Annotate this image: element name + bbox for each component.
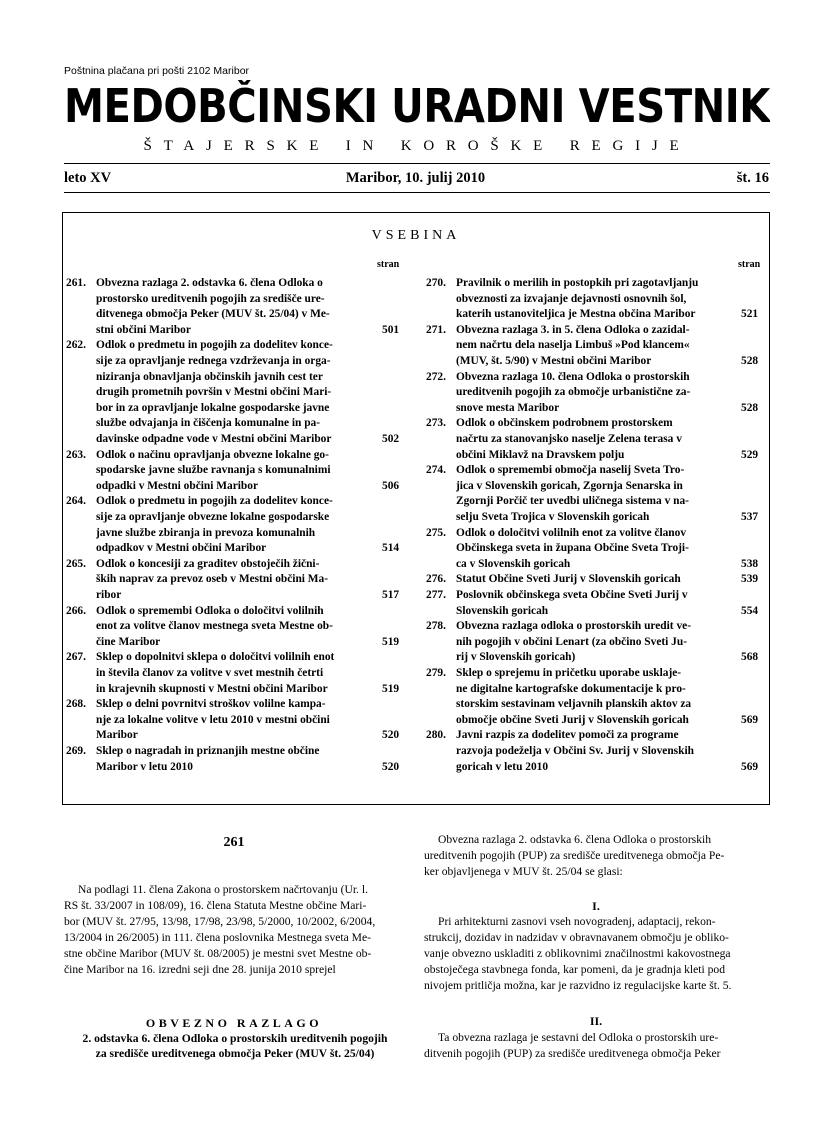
entry-page-number: 519 (382, 635, 400, 648)
contents-entry-265[interactable] (66, 557, 402, 604)
entry-number: 272. (426, 370, 446, 383)
contents-entry-280[interactable] (426, 728, 764, 775)
entry-title-line: nem načrtu dela naselja Limbuš »Pod klancem« (456, 339, 690, 352)
text-line: Pri arhitekturni zasnovi vseh novogradenj, adaptacij, rekon- (438, 915, 716, 928)
entry-page-number: 502 (382, 432, 400, 445)
contents-entry-268[interactable] (66, 697, 402, 744)
entry-number: 264. (66, 495, 86, 508)
contents-entry-274[interactable] (426, 463, 764, 525)
entry-title-line: Odlok o spremembi Odloka o določitvi volilnih (96, 604, 324, 617)
entry-number: 275. (426, 526, 446, 539)
entry-title-line: Obvezna razlaga odloka o prostorskih uredit ve- (456, 620, 691, 633)
entry-page-number: 520 (382, 729, 400, 742)
contents-entry-276[interactable] (426, 572, 764, 588)
text-line: vanje obvezno uskladiti z oblikovnimi značilnostmi kakovostnega (424, 947, 731, 960)
entry-title-line: bor in za opravljanje lokalne gospodarske javne (96, 401, 330, 414)
text-line: 13/2004 in 26/2005) in 111. člena poslovnika Mestnega sveta Me- (64, 931, 371, 944)
entry-title-line: Slovenskih goricah (456, 604, 549, 617)
contents-title: VSEBINA (371, 228, 461, 243)
entry-title-line: storskim sestavinam veljavnih planskih aktov za (456, 698, 692, 711)
entry-title-line: (MUV, št. 5/90) v Mestni občini Maribor (456, 354, 652, 367)
entry-title-line: sije za opravljanje obvezne lokalne gospodarske (96, 510, 330, 523)
contents-entry-271[interactable] (426, 323, 764, 370)
issue-number: št. 16 (736, 170, 769, 186)
entry-title-line: Pravilnik o merilih in postopkih pri zagotavljanju (456, 277, 699, 289)
entry-title-line: ribor (96, 588, 122, 601)
entry-title-line: snove mesta Maribor (456, 401, 560, 414)
entry-title-line: rij v Slovenskih goricah) (456, 651, 576, 664)
entry-title-line: enot za volitve članov mestnega sveta Mestne ob- (96, 620, 333, 633)
subheading-line: za središče ureditvenega območja Peker (MUV št. 25/04) (95, 1047, 375, 1060)
entry-page-number: 554 (741, 604, 759, 617)
entry-title-line: Sklep o nagradah in priznanjih mestne občine (96, 745, 320, 757)
entry-number: 271. (426, 323, 446, 336)
contents-entry-262[interactable] (66, 338, 402, 447)
entry-title-line: čine Maribor (96, 635, 161, 648)
entry-number: 270. (426, 277, 446, 289)
text-line: ditvenih pogojih (PUP) za središče ureditvenega območja Peker (424, 1047, 721, 1060)
entry-title-line: Sklep o sprejemu in pričetku uporabe usklaje- (456, 667, 682, 679)
entry-title-line: javne službe zbiranja in prevoza komunalnih (96, 526, 316, 539)
text-line: strukcij, dozidav in nadzidav v obravnavanem območju je obliko- (424, 931, 729, 944)
text-line: ker objavljenega v MUV št. 25/04 se glasi: (424, 865, 623, 878)
header-rule-top (64, 163, 770, 164)
entry-title-line: goricah v letu 2010 (456, 760, 549, 773)
text-line: stne občine Maribor (MUV št. 08/2005) je mestni svet Mestne ob- (64, 947, 372, 960)
entry-page-number: 538 (741, 557, 759, 570)
issue-date: Maribor, 10. julij 2010 (345, 170, 486, 186)
entry-title-line: odpadki v Mestni občini Maribor (96, 479, 259, 492)
entry-title-line: Obvezna razlaga 3. in 5. člena Odloka o zazidal- (456, 323, 690, 336)
contents-entry-279[interactable] (426, 666, 764, 728)
entry-title-line: Odlok o načinu opravljanja obvezne lokalne go- (96, 448, 329, 461)
entry-title-line: Odlok o predmetu in pogojih za dodelitev konce- (96, 495, 333, 508)
entry-page-number: 539 (741, 573, 759, 586)
entry-title-line: Obvezna razlaga 10. člena Odloka o prostorskih (456, 370, 690, 383)
entry-title-line: davinske odpadne vode v Mestni občini Maribor (96, 432, 332, 445)
entry-number: 269. (66, 745, 86, 757)
contents-entry-263[interactable] (66, 448, 402, 495)
section-one-heading: I. (592, 899, 600, 913)
entry-title-line: ne digitalne kartografske dokumentacije k pro- (456, 682, 686, 695)
contents-entry-264[interactable] (66, 494, 402, 556)
entry-title-line: načrtu za stanovanjsko naselje Zelena terasa v (456, 432, 682, 445)
article-subheading (60, 1031, 410, 1061)
entry-title-line: Poslovnik občinskega sveta Občine Sveti Jurij v (456, 589, 688, 601)
entry-page-number: 568 (741, 651, 759, 664)
entry-number: 280. (426, 729, 446, 742)
text-line: obstoječega stavbnega fonda, kar pomeni, da je gradnja kleti pod (424, 963, 726, 976)
masthead-subtitle: ŠTAJERSKE IN KOROŠKE REGIJE (143, 138, 691, 154)
contents-entry-278[interactable] (426, 619, 764, 666)
entry-title-line: ditvenega območja Peker (MUV št. 25/04) v Me- (96, 308, 330, 321)
text-line: Ta obvezna razlaga je sestavni del Odloka o prostorskih ure- (438, 1031, 719, 1044)
entry-number: 267. (66, 651, 86, 664)
entry-title-line: Odlok o spremembi območja naselij Sveta Tro- (456, 464, 685, 477)
entry-title-line: jica v Slovenskih goricah, Zgornja Senarska in (456, 479, 683, 492)
contents-entry-261[interactable] (66, 276, 402, 338)
page-column-label-left: stran (377, 259, 400, 270)
right-intro-paragraph (424, 832, 768, 880)
entry-title-line: ških naprav za prevoz oseb v Mestni občini Ma- (96, 573, 329, 586)
text-line: ureditvenih pogojih (PUP) za središče ureditvenega območja Pe- (424, 849, 725, 862)
entry-title-line: Javni razpis za dodelitev pomoči za programe (456, 729, 679, 742)
entry-page-number: 528 (741, 354, 759, 367)
entry-page-number: 514 (382, 542, 400, 555)
entry-number: 268. (66, 698, 86, 711)
entry-title-line: niziranja obnavljanja občinskih javnih cest ter (96, 370, 323, 383)
entry-page-number: 520 (382, 760, 400, 773)
entry-title-line: katerih ustanoviteljica je Mestna občina Maribor (456, 308, 696, 321)
text-line: čine Maribor na 16. izredni seji dne 28. junija 2010 sprejel (64, 963, 336, 976)
section-two-heading: II. (589, 1014, 603, 1028)
entry-title-line: službe odvajanja in čiščenja komunalne in pa- (96, 417, 321, 430)
section-one-text (424, 914, 768, 994)
entry-title-line: območje občine Sveti Jurij v Slovenskih goricah (456, 713, 689, 726)
entry-title-line: Statut Občine Sveti Jurij v Slovenskih goricah (456, 573, 681, 586)
entry-number: 277. (426, 589, 446, 601)
entry-page-number: 537 (741, 510, 759, 523)
entry-title-line: odpadkov v Mestni občini Maribor (96, 542, 267, 555)
page-column-label-right: stran (738, 259, 761, 270)
entry-number: 261. (66, 277, 86, 289)
entry-title-line: Odlok o koncesiji za graditev obstoječih žični- (96, 557, 320, 570)
entry-page-number: 519 (382, 682, 400, 695)
entry-title-line: Zgornji Porčič ter uvedbi uličnega sistema v na- (456, 495, 689, 508)
entry-title-line: nje za lokalne volitve v letu 2010 v mestni občini (96, 713, 330, 726)
entry-title-line: prostorsko ureditvenih pogojih za središče ure- (96, 292, 325, 305)
entry-title-line: obveznosti za izvajanje dejavnosti osnovnih šol, (456, 292, 687, 305)
entry-title-line: Odlok o občinskem podrobnem prostorskem (456, 417, 673, 430)
subheading-line: 2. odstavka 6. člena Odloka o prostorskih ureditvenih pogojih (82, 1032, 388, 1045)
section-two-text (424, 1030, 768, 1062)
article-heading: OBVEZNO RAZLAGO (145, 1016, 323, 1030)
entry-title-line: Sklep o dopolnitvi sklepa o določitvi volilnih enot (96, 651, 335, 664)
text-line: bor (MUV št. 27/95, 13/98, 17/98, 23/98, 5/2000, 10/2002, 6/2004, (64, 915, 376, 928)
text-line: Na podlagi 11. člena Zakona o prostorskem načrtovanju (Ur. l. (78, 883, 368, 896)
entry-title-line: nih pogojih v občini Lenart (za občino Sveti Ju- (456, 635, 687, 648)
entry-title-line: sije za opravljanje rednega vzdrževanja in orga- (96, 354, 331, 367)
entry-page-number: 506 (382, 479, 400, 492)
header-rule-bottom (64, 192, 770, 193)
entry-number: 278. (426, 620, 446, 633)
volume-year: leto XV (64, 170, 112, 186)
entry-number: 262. (66, 339, 86, 352)
entry-title-line: in števila članov za volitve v svet mestnih četrti (96, 666, 324, 679)
entry-title-line: Obvezna razlaga 2. odstavka 6. člena Odloka o (96, 277, 323, 289)
contents-entry-273[interactable] (426, 416, 764, 463)
entry-title-line: Odlok o določitvi volilnih enot za volitve članov (456, 526, 687, 539)
contents-entry-266[interactable] (66, 604, 402, 651)
entry-title-line: Občinskega sveta in župana Občine Sveta Troji- (456, 542, 689, 555)
masthead-title: MEDOBČINSKI URADNI VESTNIK (64, 80, 770, 132)
contents-entry-269[interactable] (66, 744, 402, 775)
entry-title-line: spodarske javne službe ravnanja s komunalnimi (96, 464, 331, 477)
entry-number: 273. (426, 417, 446, 430)
entry-title-line: stni občini Maribor (96, 323, 191, 336)
entry-number: 279. (426, 667, 446, 679)
entry-page-number: 569 (741, 760, 759, 773)
entry-title-line: razvoja podeželja v Občini Sv. Jurij v Slovenskih (456, 744, 694, 757)
entry-page-number: 501 (382, 323, 400, 336)
postage-note: Poštnina plačana pri pošti 2102 Maribor (64, 65, 250, 77)
article-preamble (64, 882, 406, 978)
entry-page-number: 517 (382, 588, 400, 601)
contents-right-column (426, 276, 764, 796)
entry-page-number: 521 (741, 308, 759, 321)
entry-title-line: ca v Slovenskih goricah (456, 557, 571, 570)
entry-title-line: Sklep o delni povrnitvi stroškov volilne kampa- (96, 698, 326, 711)
text-line: RS št. 33/2007 in 108/09), 16. člena Statuta Mestne občine Mari- (64, 899, 367, 912)
entry-title-line: ureditvenih pogojih za območje urbanistične za- (456, 386, 691, 399)
entry-title-line: drugih prometnih površin v Mestni občini Mari- (96, 386, 332, 399)
entry-page-number: 529 (741, 448, 759, 461)
entry-title-line: in krajevnih skupnosti v Mestni občini Maribor (96, 682, 328, 695)
entry-number: 263. (66, 448, 86, 461)
entry-number: 266. (66, 604, 86, 617)
contents-entry-267[interactable] (66, 650, 402, 697)
entry-title-line: selju Sveta Trojica v Slovenskih goricah (456, 510, 650, 523)
text-line: nivojem pritličja možna, kar je razvidno iz regulacijske karte št. 5. (424, 979, 732, 992)
entry-page-number: 528 (741, 401, 759, 414)
entry-title-line: Odlok o predmetu in pogojih za dodelitev konce- (96, 339, 333, 352)
contents-left-column (66, 276, 402, 796)
entry-number: 265. (66, 557, 86, 570)
entry-page-number: 569 (741, 713, 759, 726)
entry-title-line: Maribor v letu 2010 (96, 760, 193, 773)
contents-entry-275[interactable] (426, 526, 764, 573)
contents-entry-272[interactable] (426, 370, 764, 417)
contents-entry-277[interactable] (426, 588, 764, 619)
entry-title-line: občini Miklavž na Dravskem polju (456, 448, 625, 461)
entry-number: 276. (426, 573, 446, 586)
entry-number: 274. (426, 464, 446, 477)
text-line: Obvezna razlaga 2. odstavka 6. člena Odloka o prostorskih (438, 833, 712, 846)
entry-title-line: Maribor (96, 729, 138, 742)
contents-entry-270[interactable] (426, 276, 764, 323)
article-number: 261 (223, 835, 245, 850)
